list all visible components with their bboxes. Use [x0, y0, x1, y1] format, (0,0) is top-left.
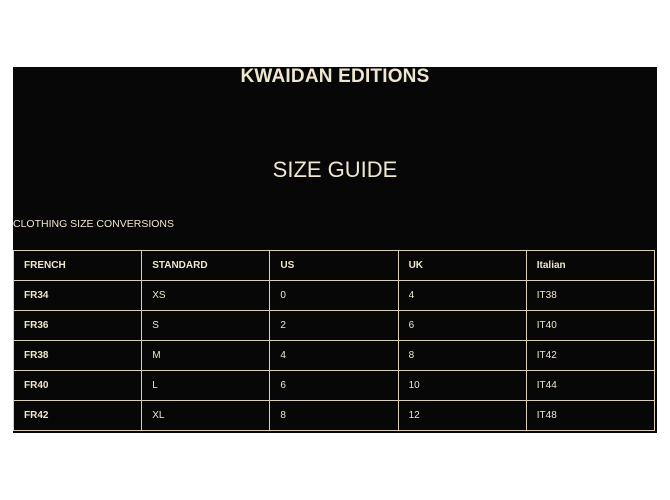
cell-standard: M — [142, 341, 270, 371]
column-header-uk: UK — [398, 251, 526, 281]
cell-uk: 4 — [398, 281, 526, 311]
cell-italian: IT48 — [526, 401, 654, 431]
cell-standard: XS — [142, 281, 270, 311]
column-header-us: US — [270, 251, 398, 281]
cell-us: 2 — [270, 311, 398, 341]
cell-uk: 10 — [398, 371, 526, 401]
cell-french: FR40 — [14, 371, 142, 401]
cell-us: 0 — [270, 281, 398, 311]
cell-standard: L — [142, 371, 270, 401]
section-label: CLOTHING SIZE CONVERSIONS — [13, 218, 175, 230]
cell-uk: 8 — [398, 341, 526, 371]
cell-french: FR36 — [14, 311, 142, 341]
table-row — [14, 311, 655, 341]
table-row — [14, 341, 655, 371]
brand-title: KWAIDAN EDITIONS — [240, 66, 430, 87]
page-title: SIZE GUIDE — [272, 157, 398, 182]
column-header-italian: Italian — [526, 251, 654, 281]
cell-standard: S — [142, 311, 270, 341]
table-row — [14, 281, 655, 311]
cell-us: 4 — [270, 341, 398, 371]
cell-french: FR38 — [14, 341, 142, 371]
cell-uk: 12 — [398, 401, 526, 431]
cell-italian: IT40 — [526, 311, 654, 341]
size-guide-panel — [13, 67, 657, 433]
cell-french: FR42 — [14, 401, 142, 431]
size-conversion-table — [13, 250, 655, 431]
table-header-row — [14, 251, 655, 281]
cell-italian: IT44 — [526, 371, 654, 401]
cell-italian: IT38 — [526, 281, 654, 311]
cell-standard: XL — [142, 401, 270, 431]
cell-us: 8 — [270, 401, 398, 431]
cell-us: 6 — [270, 371, 398, 401]
column-header-standard: STANDARD — [142, 251, 270, 281]
cell-french: FR34 — [14, 281, 142, 311]
cell-italian: IT42 — [526, 341, 654, 371]
table-row — [14, 401, 655, 431]
table-row — [14, 371, 655, 401]
cell-uk: 6 — [398, 311, 526, 341]
column-header-french: FRENCH — [14, 251, 142, 281]
